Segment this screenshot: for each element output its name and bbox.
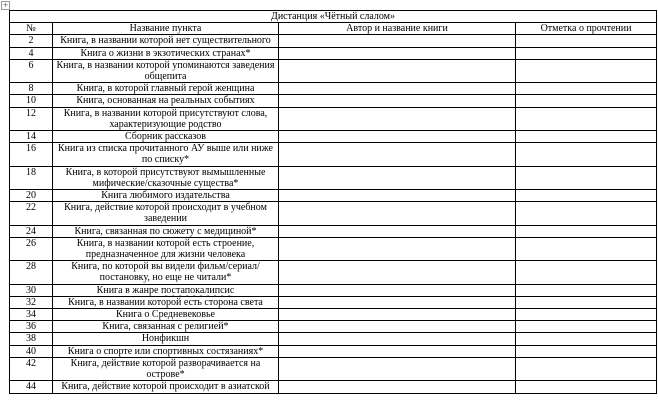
row-number: 10 — [10, 95, 53, 107]
row-author-book-cell[interactable] — [279, 83, 516, 95]
row-read-mark-cell[interactable] — [516, 261, 657, 284]
row-item-name: Книга о Средневековье — [53, 309, 279, 321]
row-item-name: Книга, в названии которой есть строение, предназначенное для жизни человека — [53, 237, 279, 260]
row-author-book-cell[interactable] — [279, 225, 516, 237]
row-read-mark-cell[interactable] — [516, 35, 657, 47]
title-row — [10, 11, 657, 23]
row-item-name: Нонфикшн — [53, 333, 279, 345]
row-read-mark-cell[interactable] — [516, 166, 657, 189]
row-read-mark-cell[interactable] — [516, 357, 657, 380]
row-author-book-cell[interactable] — [279, 296, 516, 308]
table-row — [10, 345, 657, 357]
row-author-book-cell[interactable] — [279, 284, 516, 296]
row-author-book-cell[interactable] — [279, 202, 516, 225]
row-author-book-cell[interactable] — [279, 237, 516, 260]
table-row — [10, 321, 657, 333]
row-item-name: Книга, основанная на реальных событиях — [53, 95, 279, 107]
row-read-mark-cell[interactable] — [516, 107, 657, 130]
row-read-mark-cell[interactable] — [516, 321, 657, 333]
row-read-mark-cell[interactable] — [516, 296, 657, 308]
row-number: 16 — [10, 143, 53, 166]
row-number: 12 — [10, 107, 53, 130]
row-item-name: Книга о спорте или спортивных состязаниях* — [53, 345, 279, 357]
row-author-book-cell[interactable] — [279, 333, 516, 345]
row-item-name: Книга, действие которой происходит в учебном заведении — [53, 202, 279, 225]
row-author-book-cell[interactable] — [279, 35, 516, 47]
table-row — [10, 143, 657, 166]
row-number: 18 — [10, 166, 53, 189]
table-title: Дистанция «Чётный слалом» — [10, 11, 657, 23]
row-read-mark-cell[interactable] — [516, 190, 657, 202]
row-number: 34 — [10, 309, 53, 321]
row-read-mark-cell[interactable] — [516, 47, 657, 59]
row-author-book-cell[interactable] — [279, 321, 516, 333]
row-item-name: Книга из списка прочитанного АУ выше или ниже по списку* — [53, 143, 279, 166]
row-read-mark-cell[interactable] — [516, 381, 657, 393]
table-row — [10, 333, 657, 345]
table-row — [10, 166, 657, 189]
row-item-name: Книга, по которой вы видели фильм/сериал/постановку, но еще не читали* — [53, 261, 279, 284]
row-number: 38 — [10, 333, 53, 345]
row-item-name: Книга, в которой присутствуют вымышленные мифические/сказочные существа* — [53, 166, 279, 189]
row-number: 20 — [10, 190, 53, 202]
row-item-name: Сборник рассказов — [53, 131, 279, 143]
row-read-mark-cell[interactable] — [516, 143, 657, 166]
table-row — [10, 309, 657, 321]
row-read-mark-cell[interactable] — [516, 225, 657, 237]
reading-table — [9, 10, 657, 394]
row-item-name: Книга, в названии которой есть сторона света — [53, 296, 279, 308]
row-number: 36 — [10, 321, 53, 333]
table-row — [10, 83, 657, 95]
row-author-book-cell[interactable] — [279, 47, 516, 59]
row-number: 22 — [10, 202, 53, 225]
row-item-name: Книга, действие которой разворачивается на острове* — [53, 357, 279, 380]
row-read-mark-cell[interactable] — [516, 284, 657, 296]
row-read-mark-cell[interactable] — [516, 309, 657, 321]
row-item-name: Книга, связанная с религией* — [53, 321, 279, 333]
row-read-mark-cell[interactable] — [516, 59, 657, 82]
row-number: 44 — [10, 381, 53, 393]
row-item-name: Книга, в названии которой упоминаются заведения общепита — [53, 59, 279, 82]
row-number: 8 — [10, 83, 53, 95]
row-author-book-cell[interactable] — [279, 143, 516, 166]
row-number: 32 — [10, 296, 53, 308]
row-read-mark-cell[interactable] — [516, 333, 657, 345]
row-item-name: Книга, связанная по сюжету с медициной* — [53, 225, 279, 237]
row-author-book-cell[interactable] — [279, 166, 516, 189]
header-read-mark: Отметка о прочтении — [516, 23, 657, 35]
table-row — [10, 225, 657, 237]
row-number: 30 — [10, 284, 53, 296]
row-item-name: Книга, в названии которой присутствуют слова, характеризующие родство — [53, 107, 279, 130]
table-row — [10, 237, 657, 260]
table-row — [10, 95, 657, 107]
row-number: 6 — [10, 59, 53, 82]
row-author-book-cell[interactable] — [279, 309, 516, 321]
table-row — [10, 202, 657, 225]
row-item-name: Книга любимого издательства — [53, 190, 279, 202]
row-item-name: Книга, в которой главный герой женщина — [53, 83, 279, 95]
table-row — [10, 47, 657, 59]
row-author-book-cell[interactable] — [279, 261, 516, 284]
row-read-mark-cell[interactable] — [516, 83, 657, 95]
row-read-mark-cell[interactable] — [516, 202, 657, 225]
row-author-book-cell[interactable] — [279, 357, 516, 380]
row-item-name: Книга, в названии которой нет существительного — [53, 35, 279, 47]
row-author-book-cell[interactable] — [279, 95, 516, 107]
row-item-name: Книга о жизни в экзотических странах* — [53, 47, 279, 59]
row-author-book-cell[interactable] — [279, 381, 516, 393]
table-row — [10, 261, 657, 284]
header-row — [10, 23, 657, 35]
table-row — [10, 357, 657, 380]
row-item-name: Книга в жанре постапокалипсис — [53, 284, 279, 296]
row-author-book-cell[interactable] — [279, 131, 516, 143]
header-number: № — [10, 23, 53, 35]
spellcheck-word: постапокалипсис — [160, 284, 235, 296]
row-number: 40 — [10, 345, 53, 357]
row-number: 14 — [10, 131, 53, 143]
row-read-mark-cell[interactable] — [516, 345, 657, 357]
table-row — [10, 381, 657, 393]
table-move-handle-icon[interactable]: + — [2, 1, 9, 9]
row-author-book-cell[interactable] — [279, 345, 516, 357]
table-row — [10, 190, 657, 202]
row-number: 2 — [10, 35, 53, 47]
table-row — [10, 59, 657, 82]
table-row — [10, 296, 657, 308]
row-author-book-cell[interactable] — [279, 107, 516, 130]
table-row — [10, 107, 657, 130]
row-read-mark-cell[interactable] — [516, 95, 657, 107]
table-row — [10, 284, 657, 296]
table-row — [10, 131, 657, 143]
row-author-book-cell[interactable] — [279, 190, 516, 202]
row-number: 42 — [10, 357, 53, 380]
row-read-mark-cell[interactable] — [516, 131, 657, 143]
row-number: 26 — [10, 237, 53, 260]
row-number: 24 — [10, 225, 53, 237]
row-item-name: Книга, действие которой происходит в азиатской — [53, 381, 279, 393]
row-author-book-cell[interactable] — [279, 59, 516, 82]
table-row — [10, 35, 657, 47]
row-number: 4 — [10, 47, 53, 59]
header-author-book: Автор и название книги — [279, 23, 516, 35]
row-read-mark-cell[interactable] — [516, 237, 657, 260]
row-number: 28 — [10, 261, 53, 284]
header-item-name: Название пункта — [53, 23, 279, 35]
